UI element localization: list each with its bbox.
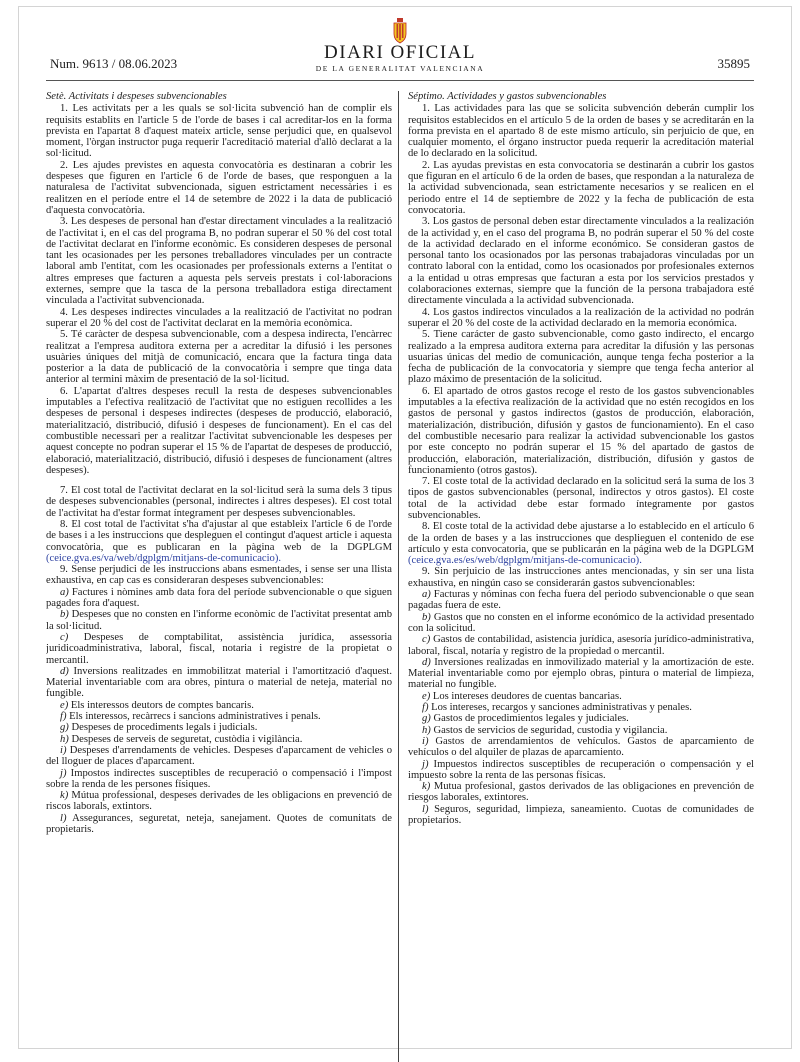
paragraph-with-link [46,519,392,564]
item-text: Inversions realitzades en immobilitzat material i l'amortització d'aquest. Material inventariable com ara obres, pintura o material de neteja, material no fungible. [46,665,392,700]
list-item [408,702,754,713]
paragraph: 4. Los gastos indirectos vinculados a la realización de la actividad no podrán superar el 20 % del coste de la actividad declarado en la memoria económica. [408,306,754,329]
item-text: Despeses que no consten en l'informe econòmic de l'activitat presentat amb la sol·licitud. [46,609,392,632]
item-text: Gastos que no consten en el informe económico de la actividad presentado con la solicitud. [408,611,754,634]
item-letter: k) [60,790,69,802]
paragraph: 3. Los gastos de personal deben estar directamente vinculados a la realización de la actividad y, en el caso del programa B, no podrán superar el 50 % del coste de la actividad declarado en el informe económico. Se consideran gastos de personal tanto los ocasionados por las personas trabajadoras vinculadas por un contrato laboral con la entidad, como los ocasionados por profesionales externos a la entidad u otras empresas que facturan a esta por los servicios prestados y colaboraciones externas, siempre que la función de la persona trabajadora esté directamente vinculada a la actividad subvencionada. [408,216,754,307]
list-item [408,736,754,759]
item-text: Los intereses, recargos y sanciones administrativas y penales. [431,702,692,714]
list-item [408,725,754,736]
coat-of-arms-icon [391,18,409,44]
list-item [46,745,392,768]
paragraph: 6. El apartado de otros gastos recoge el resto de los gastos subvencionables imputables a la efectiva realización de la actividad que no estén recogidos en los gastos de personal y gastos indirectos (gastos de producción, elaboración, materialización, distribución, difusión y gastos de funcionamiento). En el caso del combustible necesario para realizar la actividad subvencionable los gastos por este concepto no podrán superar el 15 % del apartado de gastos de producción, elaboración, materialización, distribución, difusión y gastos de funcionamiento (otros gastos). [408,385,754,476]
item-text: Gastos de arrendamientos de vehículos. Gastos de aparcamiento de vehículos o del alquiler de plazas de aparcamiento. [408,735,754,759]
item-text: Despeses de serveis de seguretat, custòdia i vigilància. [71,733,303,745]
item-text: Impuestos indirectos susceptibles de recuperación o compensación y el impuesto sobre la renta de las personas físicas. [408,758,754,781]
journal-title: DIARI OFICIAL [324,42,476,63]
item-text: Mutua profesional, gastos derivados de las obligaciones en prevención de riesgos laborales, extintores. [408,781,754,804]
item-text: Factures i nòmines amb data fora del període subvencionable o que siguen pagades fora d'aquest. [46,586,393,610]
list-item [408,657,754,691]
paragraph: 4. Les despeses indirectes vinculades a la realització de l'activitat no podran superar el 20 % del cost de l'activitat declarat en la memòria econòmica. [46,306,392,329]
item-letter: j) [60,767,67,779]
item-text: Seguros, seguridad, limpieza, saneamiento. Cuotas de comunidades de propietarios. [408,803,754,826]
journal-subtitle: DE LA GENERALITAT VALENCIANA [315,64,485,73]
item-text: Assegurances, seguretat, neteja, sanejament. Quotes de comunitats de propietaris. [46,812,392,835]
list-item [408,612,754,635]
item-text: Facturas y nóminas con fecha fuera del periodo subvencionable o que sean pagadas fuera de este. [408,589,754,612]
item-letter: d) [60,665,69,677]
item-text: Impostos indirectes susceptibles de recuperació o compensació i l'impost sobre la renda de les persones físiques. [46,767,392,790]
item-text: Despeses d'arrendaments de vehicles. Despeses d'aparcament de vehicles o del lloguer de places d'aparcament. [46,744,392,768]
list-item [46,734,392,745]
two-column-body [46,87,754,1062]
item-text: Despeses de procediments legals i judicials. [71,722,258,734]
paragraph-text: 8. El cost total de l'activitat s'ha d'ajustar al que estableix l'article 6 de l'orde de bases i a les instruccions que despleguen el contingut d'aquest article i aquesta convocatòria, que es publicaran en la pàgina web de la DGPLGM [46,518,392,553]
item-text: Despeses de comptabilitat, assistència jurídica, assessoria juridicoadministrativa, laboral, fiscal, notaria i registre de la propietat o mercantil. [46,631,392,666]
paragraph: 9. Sense perjudici de les instruccions abans esmentades, i sense ser una llista exhaustiva, en cap cas es consideraran despeses subvencionables: [46,564,392,587]
website-link[interactable]: (ceice.gva.es/va/web/dgplgm/mitjans-de-comunicacio). [46,552,282,564]
paragraph-with-link [408,521,754,566]
paragraph: 7. El cost total de l'activitat declarat en la sol·licitud serà la suma dels 3 tipus de despeses subvencionables (personal, indirectes i altres despeses). El cost total de l'activitat ha d'estar format íntegrament per despeses subvencionables. [46,485,392,519]
list-item [46,722,392,733]
paragraph-text: 8. El coste total de la actividad debe ajustarse a lo establecido en el artículo 6 de la orden de bases y a las instrucciones que desplieguen el contenido de ese artículo y esta convocatoria, que se publicarán en la página web de la DGPLGM [408,521,754,555]
item-text: Gastos de servicios de seguridad, custodia y vigilancia. [433,724,668,736]
item-letter: e) [60,699,69,711]
item-letter: i) [422,735,429,747]
column-valencian [46,87,398,1062]
page-number: 35895 [717,56,750,71]
list-item [408,589,754,612]
paragraph: 5. Té caràcter de despesa subvencionable, com a despesa indirecta, l'encàrrec realitzat a l'empresa auditora externa per a acreditar la difusió i les persones usuàries úniques del mitjà de comunicació, encara que la factura tinga data posterior a la data de publicació de la convocatòria i sempre que tinga data anterior al termini màxim de presentació de la sol·licitud. [46,329,392,386]
item-letter: l) [60,812,67,824]
paragraph: 2. Las ayudas previstas en esta convocatoria se destinarán a cubrir los gastos que figuran en el artículo 6 de la orden de bases, que respondan a la naturaleza de la actividad subvencionada, sean estrictamente necesarios y se realicen en el periodo entre el 14 de septiembre de 2022 y la fecha de publicación de esta convocatoria. [408,159,754,216]
list-item [46,666,392,700]
item-letter: j) [422,758,429,770]
issue-number: Num. 9613 / 08.06.2023 [50,56,178,71]
item-text: Mútua professional, despeses derivades de les obligacions en prevenció de riscos laborals, extintors. [46,790,392,813]
item-letter: g) [60,722,69,734]
paragraph: 1. Las actividades para las que se solicita subvención deberán cumplir los requisitos establecidos en el artículo 5 de la orden de bases y se acreditarán en la forma prevista en el apartado 8 de este mismo artículo, sin perjuicio de que, en cualquier momento, el órgano instructor pueda requerir la acreditación material de lo declarado en la solicitud. [408,103,754,160]
list-item [46,790,392,813]
item-letter: e) [422,690,431,702]
item-letter: h) [422,724,431,736]
page-header [46,18,754,81]
list-item [46,632,392,666]
list-item [46,768,392,791]
item-letter: b) [60,609,69,621]
list-item [408,781,754,804]
item-letter: a) [60,586,69,598]
paragraph: 9. Sin perjuicio de las instrucciones antes mencionadas, y sin ser una lista exhaustiva, en ningún caso se considerarán gastos subvencionables: [408,566,754,589]
paragraph: 7. El coste total de la actividad declarado en la solicitud será la suma de los 3 tipos de gastos subvencionables (personal, indirectos y otros gastos). El coste total de la actividad debe estar formado íntegramente por gastos subvencionables. [408,476,754,521]
list-item [46,813,392,836]
item-letter: f) [60,711,67,723]
column-spanish [399,87,754,1062]
item-text: Els interessos, recàrrecs i sancions administratives i penals. [69,711,321,723]
paragraph: 2. Les ajudes previstes en aquesta convocatòria es destinaran a cobrir les despeses que figuren en l'article 6 de l'orde de bases, que responguen a la naturalesa de l'activitat subvencionada, siguen estrictament necessàries i es realitzen en el període entre el 14 de setembre de 2022 i la data de publicació d'aquesta convocatòria. [46,159,392,216]
item-letter: f) [422,702,429,714]
item-text: Los intereses deudores de cuentas bancarias. [432,690,622,702]
section-title: Séptimo. Actividades y gastos subvencionables [408,91,607,102]
paragraph: 5. Tiene carácter de gasto subvencionable, como gasto indirecto, el encargo realizado a la empresa auditora externa para acreditar la difusión y las personas usuarias únicas del medio de comunicación, aunque tenga fecha posterior a la fecha de publicación de la convocatoria y siempre que tenga fecha anterior al plazo máximo de presentación de la solicitud. [408,329,754,386]
item-letter: d) [422,656,431,668]
item-letter: c) [60,631,69,643]
item-text: Gastos de contabilidad, asistencia jurídica, asesoría jurídico-administrativa, laboral, fiscal, notaría y registro de la propiedad o mercantil. [408,634,754,657]
list-item [46,711,392,722]
list-item [408,713,754,724]
item-text: Els interessos deutors de comptes bancaris. [70,699,254,711]
item-letter: k) [422,781,431,793]
list-item [408,804,754,827]
item-letter: h) [60,733,69,745]
list-item [46,609,392,632]
paragraph: 6. L'apartat d'altres despeses recull la resta de despeses subvencionables imputables a l'efectiva realització de l'activitat que no estiguen recollides a les despeses de personal i despeses indirectes (despeses de producció, elaboració, materialització, distribució, difusió i despeses de funcionament). En el cas del combustible necessari per a realitzar l'activitat subvencionable les despeses per aquest concepte no podran superar el 15 % de l'apartat de despeses de producció, elaboració, materialització, distribució, difusió i despeses de funcionament (altres despeses). [46,385,392,476]
item-letter: a) [422,589,431,601]
item-text: Inversiones realizadas en inmovilizado material y la amortización de este. Material inventariable como por ejemplo obras, pintura o material de limpieza, material no fungible. [408,656,754,691]
paragraph: 3. Les despeses de personal han d'estar directament vinculades a la realització de l'activitat i, en el cas del programa B, no podran superar el 50 % del cost total de l'activitat declarat en l'informe econòmic. Es consideren despeses de personal tant les ocasionades per les persones treballadores vinculades per un contracte laboral amb l'entitat, com les ocasionades per professionals externs a l'entitat o altres empreses que facturen a aquesta pels serveis prestats i col·laboracions externes, sempre que la tasca de la persona treballadora estiga directament vinculada a l'activitat subvencionada. [46,216,392,307]
list-item [408,634,754,657]
item-letter: g) [422,713,431,725]
list-item [46,587,392,610]
section-title: Setè. Activitats i despeses subvencionables [46,91,227,102]
item-letter: c) [422,634,431,646]
item-text: Gastos de procedimientos legales y judiciales. [433,713,629,725]
list-item [46,700,392,711]
list-item [408,691,754,702]
item-letter: b) [422,611,431,623]
paragraph: 1. Les activitats per a les quals se sol·licita subvenció han de complir els requisits establits en l'article 5 de l'orde de bases i cal acreditar-los en la forma prevista en l'apartat 8 d'aquest mateix article, sense perjudici que, en qualsevol moment, l'òrgan instructor puga requerir l'acreditació material d'allò declarat a la sol·licitud. [46,103,392,160]
item-letter: i) [60,744,67,756]
item-letter: l) [422,803,429,815]
website-link[interactable]: (ceice.gva.es/es/web/dgplgm/mitjans-de-comunicacio). [408,555,642,567]
list-item [408,759,754,782]
